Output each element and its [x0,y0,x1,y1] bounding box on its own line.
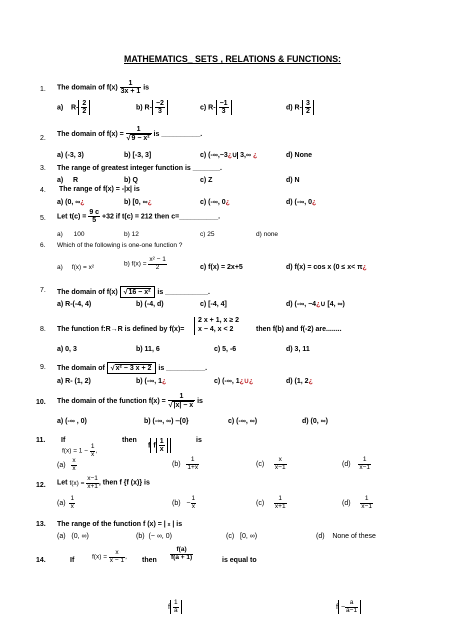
q11-option-b: (b) $\frac{1}{1+x}$ [172,456,199,471]
q14-option-a: f $\frac{1}{a}$ [168,600,182,614]
q5-option-d: d) none [256,231,279,238]
q5-option-b: b) 12 [124,231,139,238]
q1-question: The domain of f(x) $\frac{1}{3x + 1}$ is [57,80,150,95]
q1-option-b: b) R- $\frac{-2}{3}$ [136,100,168,115]
q10-option-b: b) (-∞, ∞) –{0} [144,418,189,425]
q5-option-c: c) 25 [200,231,215,238]
q4-option-d: d) (-∞, 0¿ [286,199,317,206]
q14-is-equal-to: is equal to [222,557,257,564]
q8-question-tail: then f(b) and f(-2) are........ [256,326,342,333]
q9-number: 9. [40,364,46,371]
q8-option-d: d) 3, 11 [286,346,310,353]
q3-option-b: b) Q [124,177,138,184]
q7-option-b: b) (-4, d) [136,301,164,308]
q7-number: 7. [40,287,46,294]
q4-option-a: a) (0, ∞¿ [57,199,85,206]
q13-option-c: (c) [0, ∞) [226,533,258,540]
q9-option-b: b) (-∞, 1¿ [136,378,167,385]
q7-option-a: a) R-(-4, 4) [57,301,92,308]
q2-option-c: c) (-∞,−3¿∪ 3,∞ ¿ [200,152,258,159]
q6-option-a: a) f(x) = x² [57,264,95,271]
q8-piece-1: 2 x + 1, x ≥ 2 [198,317,240,324]
q3-option-d: d) N [286,177,300,184]
q10-option-d: d) (0, ∞) [302,418,328,425]
q11-if: If [61,437,66,444]
q14-option-d: f − $\frac{a}{a-1}$ [336,600,361,614]
q10-option-a: a) (-∞ , 0) [57,418,87,425]
q2-option-a: a) (-3, 3) [57,152,84,159]
q9-option-c: c) (-∞, 1¿∪¿ [214,378,254,385]
q13-option-a: (a) (0, ∞) [57,533,89,540]
q3-option-a: a) R [57,177,79,184]
q8-piece-2: x − 4, x < 2 [198,325,234,333]
q8-question-lead: The function f:R→R is defined by f(x)= [57,326,185,333]
q11-option-d: (d) $\frac{1}{x-1}$ [342,456,371,471]
q6-number: 6. [40,242,46,249]
q11-composite: f f $\frac{1}{x}$ [148,438,171,453]
page-title: MATHEMATICS_ SETS , RELATIONS & FUNCTIONS: [124,54,341,64]
q10-option-c: c) (-∞, ∞) [228,418,258,425]
q6-option-b: b) f(x) = $\frac{\text{x² − 1}}{2}$ [124,256,166,271]
q6-question: Which of the following is one-one function ? [57,242,183,249]
q3-question: The range of greatest integer function is _______. [57,165,222,172]
q11-option-c: (c) $\frac{x}{x-1}$ [256,456,286,471]
q13-question: The range of the function f (x) = | x | is [57,521,183,528]
q6-option-c: c) f(x) = 2x+5 [200,264,243,271]
q2-number: 2. [40,135,46,142]
q7-question: The domain of f(x) √16 − x² is ___________. [57,286,210,298]
q8-option-a: a) 0, 3 [57,346,77,353]
q8-piecewise [194,317,239,335]
q8-option-b: b) 11, 6 [136,346,160,353]
q11-fx: f(x) = 1 − $\frac{1}{x}$ , [62,443,98,458]
q12-question: Let f(x) = $\frac{x-1}{x+1}$ , then f {f (x)} is [57,475,150,490]
q3-option-c: c) Z [200,177,213,184]
q13-option-b: (b) (− ∞, 0) [136,533,172,540]
q12-number: 12. [36,482,46,489]
q4-question: The range of f(x) = -|x| is [59,186,140,193]
q12-option-b: (b) − $\frac{1}{x}$ [172,495,196,510]
q11-option-a: (a) $\frac{x}{x}$ [57,457,76,472]
q8-number: 8. [40,326,46,333]
q11-is: is [196,437,202,444]
q3-number: 3. [40,165,46,172]
q11-then: then [122,437,137,444]
q2-option-d: d) None [286,152,313,159]
q12-option-a: (a) $\frac{1}{x}$ [57,495,75,510]
q10-number: 10. [36,399,46,406]
q1-option-d: d) R- $\frac{3}{2}$ [286,100,314,115]
q5-number: 5. [40,215,46,222]
q9-option-d: d) (1, 2¿ [286,378,313,385]
q14-fx: f(x) = $\frac{x}{x - 1}$ , [92,549,127,564]
q2-question: The domain of f(x) = $\frac{1}{\text{√9 − x²}}$ is __________. [57,126,203,142]
q9-option-a: a) R- (1, 2) [57,378,91,385]
q4-option-c: c) (-∞, 0¿ [200,199,230,206]
q11-number: 11. [36,437,46,444]
q7-option-c: c) [-4, 4] [200,301,227,308]
q10-question: The domain of the function f(x) = $\frac{1}{√|x| - x}$ is [57,393,203,409]
q1-option-a: a) R- $\frac{2}{2}$ [57,100,90,115]
q2-option-b: b) [-3, 3] [124,152,152,159]
q7-option-d: d) (-∞, −4¿∪ [4, ∞) [286,301,345,308]
q6-option-d: d) f(x) = cos x (0 ≤ x< π¿ [286,264,367,271]
q1-option-c: c) R- $\frac{-1}{3}$ [200,100,232,115]
q14-number: 14. [36,557,46,564]
q14-ratio: $\frac{f(a)}{f(a + 1)}$ [171,546,193,561]
q13-option-d: (d) None of these [316,533,376,540]
q12-option-d: (d) $\frac{1}{x-1}$ [342,495,372,510]
q9-question: The domain of √x² − 3 x + 2 is __________. [57,362,207,374]
q13-number: 13. [36,521,46,528]
q12-option-c: (c) $\frac{1}{x+1}$ [256,495,286,510]
q8-option-c: c) 5, -6 [214,346,237,353]
q4-number: 4. [40,187,46,194]
q5-option-a: a) 100 [57,231,85,238]
q14-if: If [70,557,75,564]
q5-question: Let t(c) = $\frac{9 c}{5}$ +32 if t(c) = 212 then c=__________. [57,209,221,224]
q4-option-b: b) [0, ∞¿ [124,199,152,206]
q1-number: 1. [40,86,46,93]
q14-then: then [142,557,157,564]
